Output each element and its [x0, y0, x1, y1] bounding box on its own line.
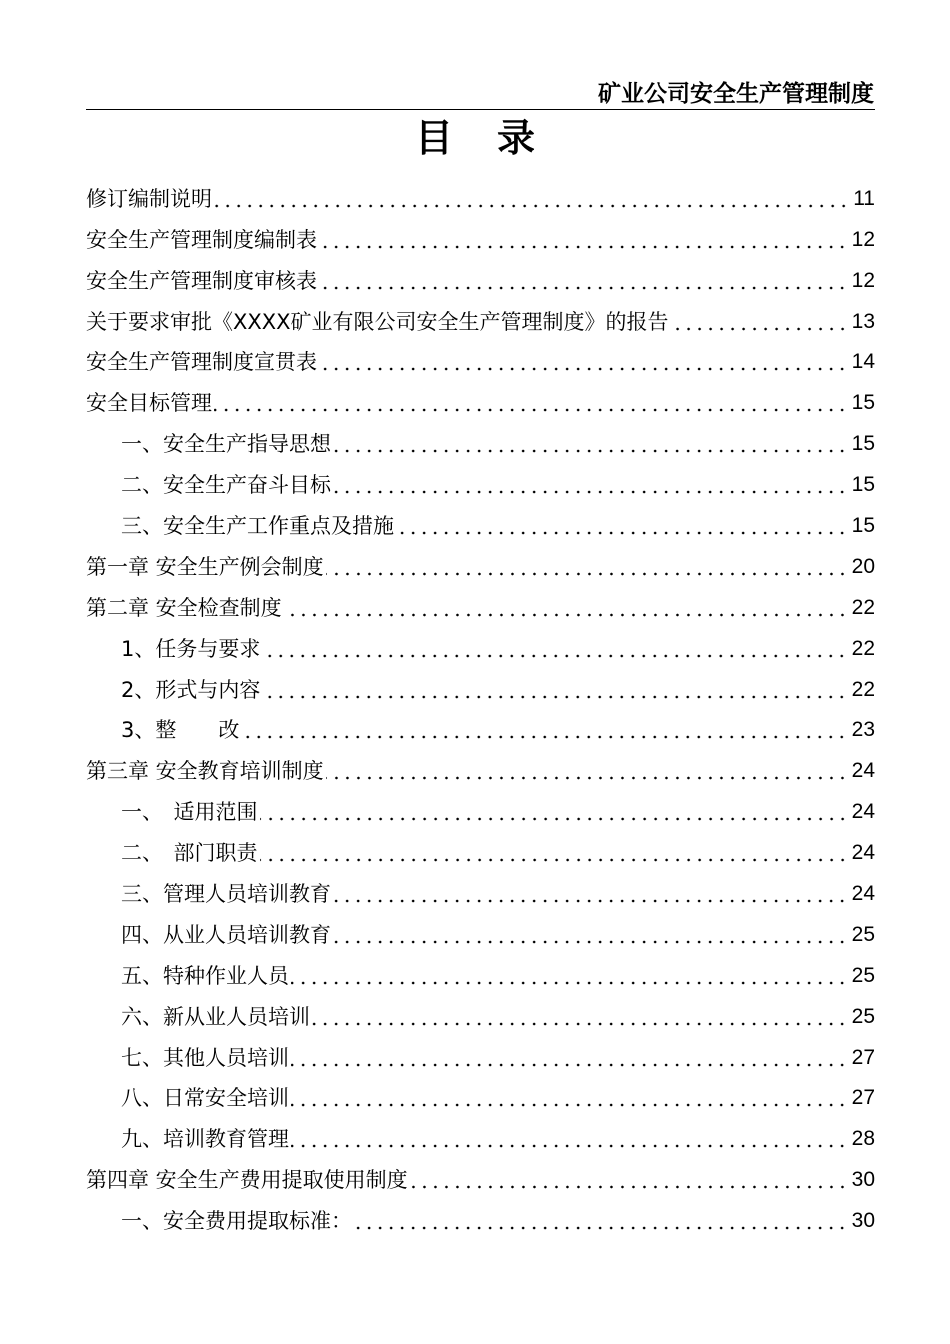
toc-entry[interactable] — [86, 173, 875, 214]
dot-leader — [396, 530, 848, 536]
toc-entry-title: 一、安全生产指导思想 — [121, 432, 331, 457]
toc-entry-title: 安全生产管理制度编制表 — [86, 227, 317, 252]
toc-heading-left: 目 — [414, 116, 453, 160]
toc-entry[interactable] — [86, 1032, 875, 1073]
toc-entry[interactable] — [86, 950, 875, 991]
toc-entry-page: 15 — [851, 432, 875, 456]
dot-leader — [262, 694, 847, 700]
toc-entry[interactable] — [86, 255, 875, 296]
toc-entry-page: 27 — [851, 1086, 875, 1110]
toc-entry[interactable] — [86, 459, 875, 500]
toc-entry-title: 七、其他人员培训 — [121, 1045, 289, 1070]
toc-entry[interactable] — [86, 623, 875, 664]
toc-entry-page: 25 — [851, 922, 875, 946]
running-header: 矿业公司安全生产管理制度 — [598, 81, 874, 107]
toc-entry-title: 第一章 安全生产例会制度 — [86, 554, 324, 579]
toc-entry[interactable] — [86, 827, 875, 868]
toc-entry[interactable] — [86, 664, 875, 705]
toc-entry[interactable] — [86, 868, 875, 909]
toc-entry-title: 一、 适用范围 — [121, 800, 258, 825]
dot-leader — [319, 285, 848, 291]
toc-entry[interactable] — [86, 705, 875, 746]
toc-entry[interactable] — [86, 1073, 875, 1114]
toc-entry-page: 22 — [851, 595, 875, 619]
toc-entry-page: 15 — [851, 514, 875, 538]
dot-leader — [262, 653, 847, 659]
dot-leader — [326, 775, 848, 781]
toc-entry[interactable] — [86, 745, 875, 786]
toc-entry-page: 12 — [851, 227, 875, 251]
toc-entry[interactable] — [86, 582, 875, 623]
toc-entry[interactable] — [86, 377, 875, 418]
toc-entry[interactable] — [86, 909, 875, 950]
toc-entry-page: 12 — [851, 268, 875, 292]
dot-leader — [291, 1143, 848, 1149]
header-rule — [86, 109, 875, 110]
toc-entry-page: 25 — [851, 1004, 875, 1028]
toc-entry-page: 25 — [851, 963, 875, 987]
dot-leader — [333, 489, 848, 495]
toc-entry-title: 第三章 安全教育培训制度 — [86, 759, 324, 784]
dot-leader — [214, 407, 848, 413]
toc-entry[interactable] — [86, 786, 875, 827]
toc-entry[interactable] — [86, 296, 875, 337]
toc-entry-title: 2、形式与内容 — [121, 677, 261, 702]
dot-leader — [333, 448, 848, 454]
dot-leader — [214, 203, 849, 209]
toc-entry-title: 二、 部门职责 — [121, 841, 258, 866]
toc-entry-page: 24 — [851, 759, 875, 783]
dot-leader — [260, 857, 848, 863]
toc-entry[interactable] — [86, 1113, 875, 1154]
toc-entry[interactable] — [86, 418, 875, 459]
toc-heading-right: 录 — [497, 116, 536, 160]
toc-entry-page: 22 — [851, 636, 875, 660]
toc-entry-title: 安全目标管理 — [86, 391, 212, 416]
dot-leader — [312, 1021, 848, 1027]
toc-entry-title: 第二章 安全检查制度 — [86, 595, 282, 620]
toc-entry-title: 三、安全生产工作重点及措施 — [121, 514, 394, 539]
toc-entry[interactable] — [86, 1154, 875, 1195]
toc-entry-title: 3、整 改 — [121, 718, 240, 743]
dot-leader — [354, 1225, 848, 1231]
dot-leader — [319, 366, 848, 372]
toc-entry-page: 30 — [851, 1168, 875, 1192]
toc-entry-title: 四、从业人员培训教育 — [121, 922, 331, 947]
dot-leader — [333, 939, 848, 945]
toc-entry[interactable] — [86, 337, 875, 378]
toc-entry-page: 28 — [851, 1127, 875, 1151]
toc-entry-page: 14 — [851, 350, 875, 374]
toc-entry[interactable] — [86, 541, 875, 582]
toc-entry-page: 24 — [851, 882, 875, 906]
dot-leader — [319, 244, 848, 250]
toc-entry-page: 30 — [851, 1209, 875, 1233]
toc-entry-title: 修订编制说明 — [86, 186, 212, 211]
toc-entry[interactable] — [86, 991, 875, 1032]
toc-entry[interactable] — [86, 214, 875, 255]
dot-leader — [260, 816, 848, 822]
toc-entry-page: 15 — [851, 391, 875, 415]
dot-leader — [410, 1184, 848, 1190]
toc-entry-title: 安全生产管理制度宣贯表 — [86, 350, 317, 375]
toc-entry[interactable] — [86, 500, 875, 541]
toc-entry-title: 六、新从业人员培训 — [121, 1004, 310, 1029]
table-of-contents — [86, 173, 875, 1236]
dot-leader — [326, 571, 848, 577]
dot-leader — [284, 612, 848, 618]
dot-leader — [291, 1102, 848, 1108]
toc-entry-title: 1、任务与要求 — [121, 636, 261, 661]
toc-entry-title: 关于要求审批《XXXX矿业有限公司安全生产管理制度》的报告 — [86, 309, 669, 334]
toc-entry-title: 一、安全费用提取标准： — [121, 1209, 352, 1234]
toc-entry-page: 20 — [851, 554, 875, 578]
toc-entry-page: 22 — [851, 677, 875, 701]
toc-entry-title: 九、培训教育管理 — [121, 1127, 289, 1152]
toc-heading — [0, 112, 950, 164]
toc-entry-page: 24 — [851, 800, 875, 824]
dot-leader — [241, 734, 847, 740]
dot-leader — [291, 980, 848, 986]
toc-entry[interactable] — [86, 1195, 875, 1236]
toc-entry-title: 第四章 安全生产费用提取使用制度 — [86, 1168, 408, 1193]
toc-entry-page: 23 — [851, 718, 875, 742]
toc-entry-title: 三、管理人员培训教育 — [121, 882, 331, 907]
toc-entry-title: 八、日常安全培训 — [121, 1086, 289, 1111]
toc-entry-page: 24 — [851, 841, 875, 865]
toc-entry-title: 二、安全生产奋斗目标 — [121, 473, 331, 498]
toc-entry-page: 13 — [851, 309, 875, 333]
toc-entry-page: 11 — [853, 186, 875, 210]
dot-leader — [291, 1062, 848, 1068]
toc-entry-title: 安全生产管理制度审核表 — [86, 268, 317, 293]
toc-entry-title: 五、特种作业人员 — [121, 963, 289, 988]
dot-leader — [671, 326, 848, 332]
dot-leader — [333, 898, 848, 904]
toc-entry-page: 27 — [851, 1045, 875, 1069]
toc-entry-page: 15 — [851, 473, 875, 497]
